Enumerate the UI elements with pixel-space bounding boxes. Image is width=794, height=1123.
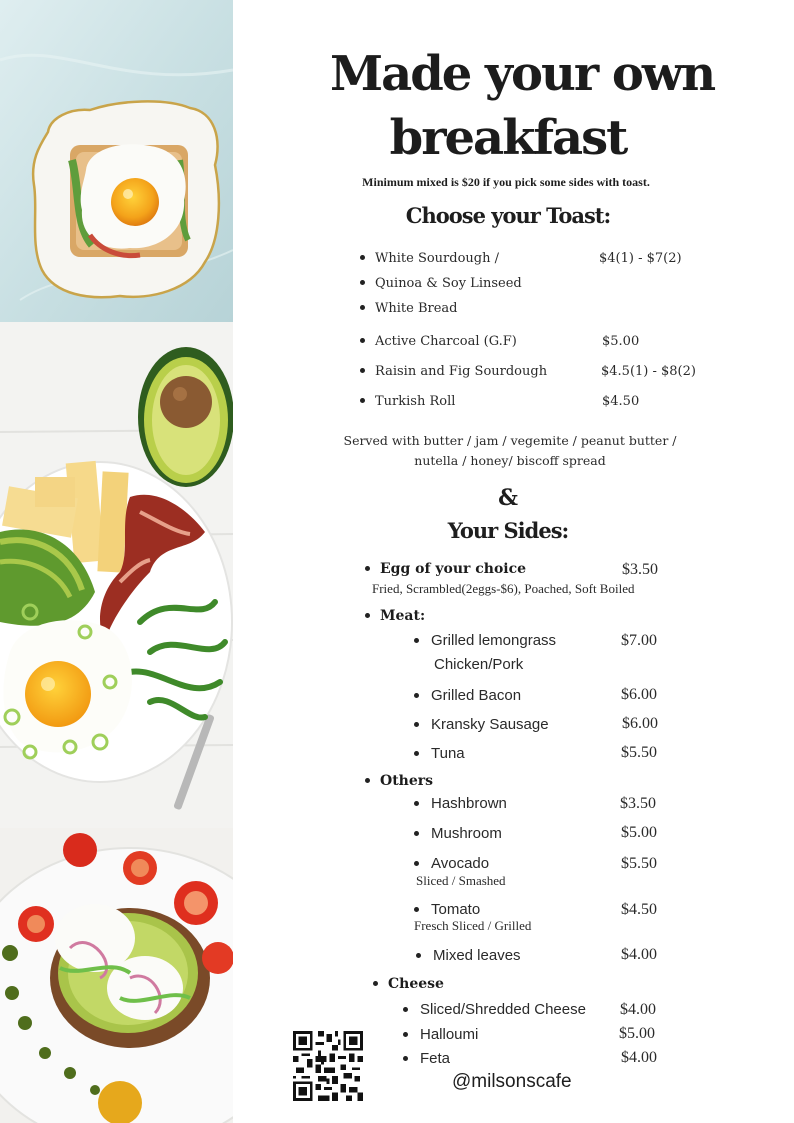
sides-item-options: Fresch Sliced / Grilled bbox=[414, 918, 532, 933]
sides-egg-label: Egg of your choice bbox=[365, 561, 526, 577]
sides-item: Sliced/Shredded Cheese bbox=[403, 1001, 586, 1018]
toast-item: Raisin and Fig Sourdough bbox=[360, 364, 547, 379]
sides-price: $6.00 bbox=[621, 686, 657, 703]
sides-item: Kransky Sausage bbox=[414, 716, 549, 733]
sides-price: $6.00 bbox=[622, 715, 658, 732]
sides-item: Feta bbox=[403, 1050, 450, 1067]
breakfast-plate-photo bbox=[0, 322, 233, 828]
minimum-order-note: Minimum mixed is $20 if you pick some sides with toast. bbox=[362, 175, 650, 189]
sides-item: Grilled lemongrass bbox=[414, 632, 556, 649]
toast-price: $4(1) - $7(2) bbox=[599, 251, 682, 266]
toast-price: $4.5(1) - $8(2) bbox=[601, 364, 696, 379]
sides-item: Mushroom bbox=[414, 825, 502, 842]
spreads-note: Served with butter / jam / vegemite / peanut butter / nutella / honey/ biscoff spread bbox=[343, 433, 677, 468]
toast-item: Active Charcoal (G.F) bbox=[360, 334, 517, 349]
toast-item: Quinoa & Soy Linseed bbox=[360, 276, 522, 291]
sides-price: $4.00 bbox=[620, 1001, 656, 1018]
sides-price: $5.00 bbox=[621, 824, 657, 841]
sides-price: $7.00 bbox=[621, 632, 657, 649]
sides-item: Tuna bbox=[414, 745, 465, 762]
sides-price: $4.50 bbox=[621, 901, 657, 918]
sides-item-continued: Chicken/Pork bbox=[434, 656, 524, 673]
sides-item: Avocado bbox=[414, 855, 489, 872]
toast-price: $4.50 bbox=[602, 394, 640, 409]
sides-item: Tomato bbox=[414, 901, 480, 918]
toast-item: White Bread bbox=[360, 301, 457, 316]
sides-cheese-label: Cheese bbox=[373, 976, 444, 992]
sides-price: $5.00 bbox=[619, 1025, 655, 1042]
menu-title-line-1: Made your own bbox=[330, 46, 715, 102]
toast-price: $5.00 bbox=[602, 334, 640, 349]
sides-price: $3.50 bbox=[620, 795, 656, 812]
sides-item-options: Sliced / Smashed bbox=[416, 873, 506, 888]
sides-heading: Your Sides: bbox=[447, 518, 569, 543]
sides-egg-options: Fried, Scrambled(2eggs-$6), Poached, Soft Boiled bbox=[372, 581, 635, 596]
sides-item: Halloumi bbox=[403, 1026, 478, 1043]
avocado-toast-photo bbox=[0, 828, 233, 1123]
toast-item: White Sourdough / bbox=[360, 251, 499, 266]
sides-egg-price: $3.50 bbox=[622, 561, 658, 578]
sides-meat-label: Meat: bbox=[365, 608, 425, 624]
menu-title-line-2: breakfast bbox=[389, 110, 627, 166]
ampersand: & bbox=[498, 485, 518, 511]
egg-toast-photo bbox=[0, 0, 233, 322]
sides-price: $4.00 bbox=[621, 946, 657, 963]
sides-price: $5.50 bbox=[621, 744, 657, 761]
sides-price: $5.50 bbox=[621, 855, 657, 872]
sides-others-label: Others bbox=[365, 773, 433, 789]
toast-heading: Choose your Toast: bbox=[405, 203, 611, 228]
qr-code-icon[interactable] bbox=[293, 1031, 363, 1101]
instagram-handle[interactable]: @milsonscafe bbox=[452, 1071, 572, 1092]
sides-item: Grilled Bacon bbox=[414, 687, 521, 704]
sides-price: $4.00 bbox=[621, 1049, 657, 1066]
toast-item: Turkish Roll bbox=[360, 394, 455, 409]
sides-item: Mixed leaves bbox=[416, 947, 521, 964]
sides-item: Hashbrown bbox=[414, 795, 507, 812]
